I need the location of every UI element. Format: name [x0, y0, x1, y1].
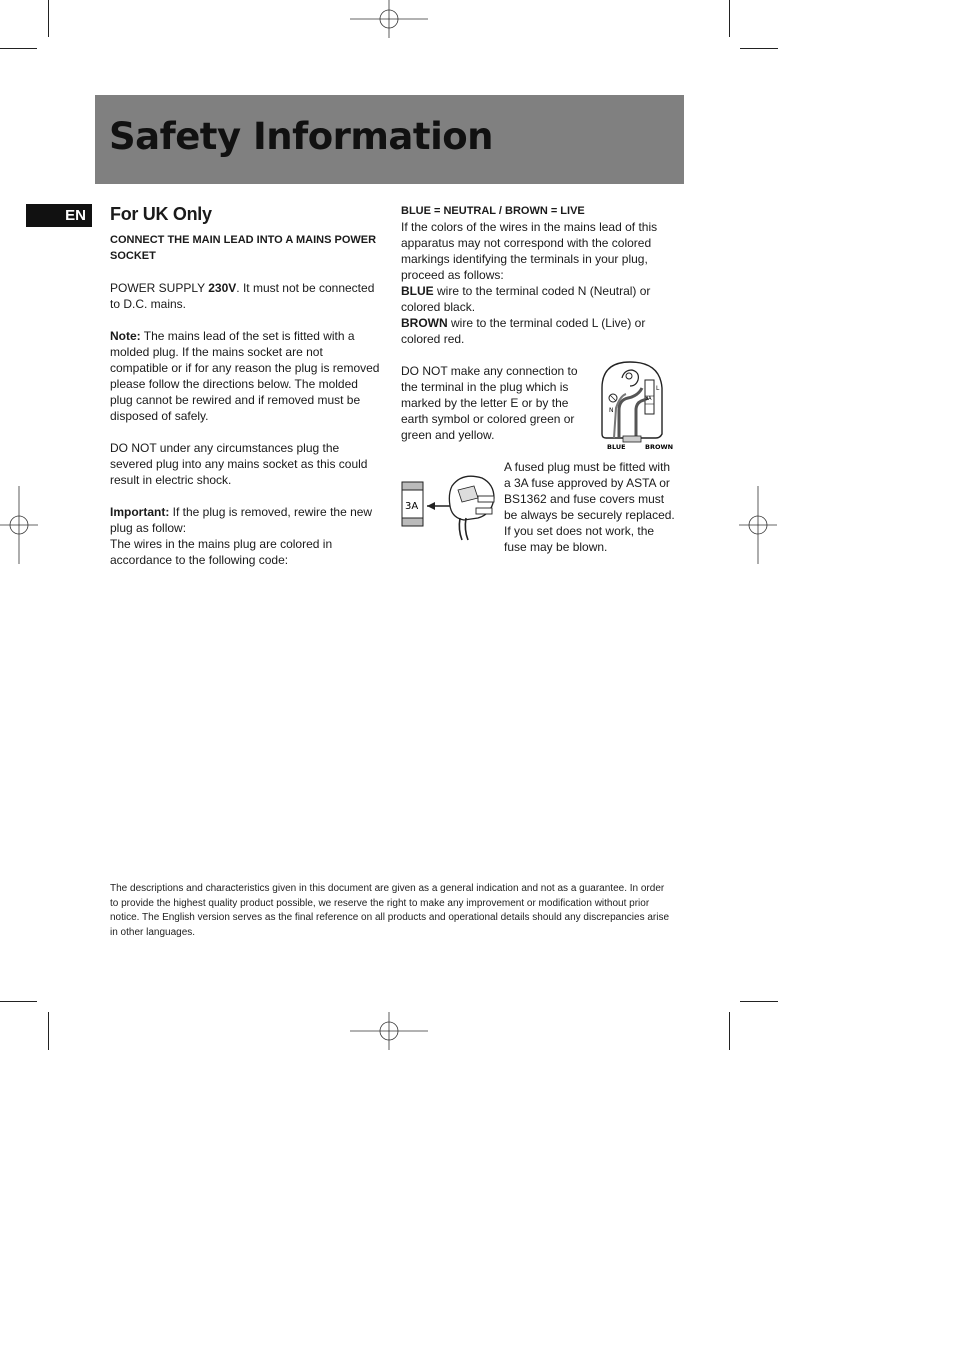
crop-mark [740, 48, 778, 49]
registration-mark-icon [350, 1011, 430, 1051]
important-text: If the plug is removed, rewire the new plug as follow: [110, 505, 373, 535]
registration-mark-icon [739, 486, 779, 566]
note-paragraph [110, 328, 382, 424]
power-prefix: POWER SUPPLY [110, 281, 209, 295]
crop-mark [729, 0, 730, 37]
brown-label: BROWN [401, 316, 448, 330]
color-paragraph [401, 219, 684, 347]
disclaimer: The descriptions and characteristics given in this document are given as a general indication and not as a guarantee. In order to provide the highest quality product possible, we reserve the right to make any improvement or modification without prior notice. The English version serves as the final reference on all products and operational details should any discrepancies arise in other languages. [110, 883, 670, 938]
earth-warning-paragraph: DO NOT make any connection to the terminal in the plug which is marked by the letter E or by the earth symbol or colored green or green and yellow. [401, 364, 578, 442]
crop-mark [0, 1001, 37, 1002]
warning-paragraph: DO NOT under any circumstances plug the severed plug into any mains socket as this could result in electric shock. [110, 441, 368, 487]
important-label: Important: [110, 505, 170, 519]
brown-text: wire to the terminal coded L (Live) or colored red. [401, 316, 646, 346]
title-banner [95, 95, 684, 184]
fuse-paragraph: A fused plug must be fitted with a 3A fuse approved by ASTA or BS1362 and fuse covers must be always be securely replaced. If you set does not work, the fuse may be blown. [504, 460, 675, 554]
color-code-heading: BLUE = NEUTRAL / BROWN = LIVE [401, 205, 585, 217]
fuse-label: 3A [405, 501, 419, 512]
fused-plug-diagram [400, 468, 500, 542]
page-title: Safety Information [109, 115, 494, 158]
registration-mark-icon [350, 0, 430, 40]
crop-mark [48, 1012, 49, 1050]
blue-label: BLUE [401, 284, 434, 298]
fuse-rating-label: 3A [645, 396, 652, 402]
subheading: CONNECT THE MAIN LEAD INTO A MAINS POWER SOCKET [110, 234, 377, 262]
note-label: Note: [110, 329, 141, 343]
voltage: 230V [208, 281, 237, 295]
blue-wire-label: BLUE [607, 443, 626, 451]
important-paragraph [110, 504, 382, 568]
brown-wire-label: BROWN [645, 443, 674, 451]
crop-mark [740, 1001, 778, 1002]
left-column [110, 202, 382, 584]
terminal-n-label: N [609, 407, 614, 414]
registration-mark-icon [0, 486, 40, 566]
plug-wiring-diagram [596, 358, 680, 454]
important-line2: The wires in the mains plug are colored in accordance to the following code: [110, 537, 333, 567]
section-heading: For UK Only [110, 204, 212, 224]
power-supply-paragraph [110, 280, 382, 312]
crop-mark [729, 1012, 730, 1050]
crop-mark [48, 0, 49, 37]
right-column [401, 203, 684, 363]
blue-text: wire to the terminal coded N (Neutral) or colored black. [401, 284, 651, 314]
note-text: The mains lead of the set is fitted with a molded plug. If the mains socket are not compatible or if for any reason the plug is removed please follow the directions below. The molded plug cannot be rewired and if removed must be disposed of safely. [110, 329, 380, 423]
crop-mark [0, 48, 37, 49]
intro-text: If the colors of the wires in the mains lead of this apparatus may not correspond with the colored markings identifying the terminals in your plug, proceed as follows: [401, 220, 658, 282]
language-tab: EN [26, 204, 92, 227]
terminal-l-label: L [656, 385, 660, 392]
power-suffix: . It must not be connected to D.C. mains. [110, 281, 375, 311]
